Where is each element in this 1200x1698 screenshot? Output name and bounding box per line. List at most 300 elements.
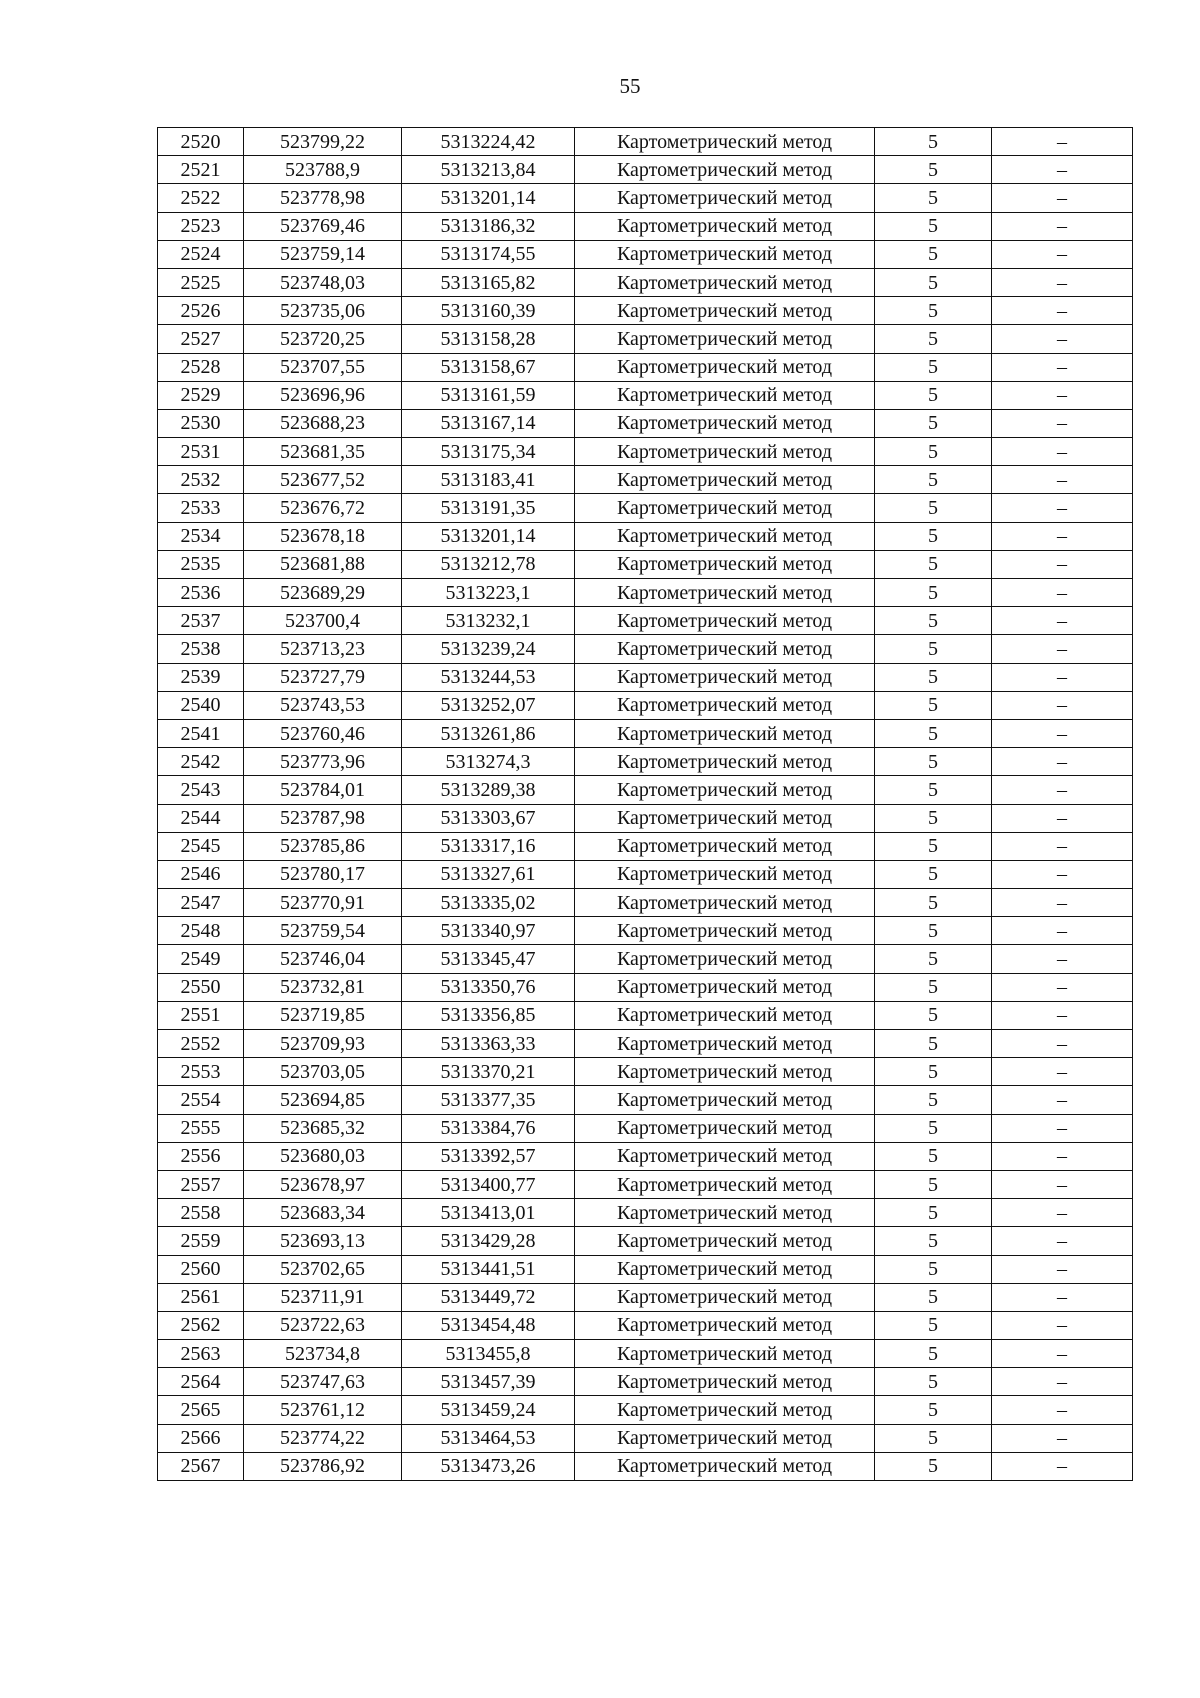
- x-coordinate-cell: 523774,22: [244, 1424, 402, 1452]
- y-coordinate-cell: 5313429,28: [402, 1227, 575, 1255]
- table-row: [158, 381, 1133, 409]
- method-cell: Картометрический метод: [575, 889, 875, 917]
- accuracy-cell: 5: [875, 466, 992, 494]
- table-row: [158, 1452, 1133, 1480]
- point-number-cell: 2529: [158, 381, 244, 409]
- page-number: 55: [619, 74, 641, 98]
- accuracy-cell: 5: [875, 128, 992, 156]
- table-row: [158, 1086, 1133, 1114]
- y-coordinate-cell: 5313317,16: [402, 832, 575, 860]
- point-number-cell: 2527: [158, 325, 244, 353]
- table-row: [158, 1001, 1133, 1029]
- accuracy-cell: 5: [875, 691, 992, 719]
- method-cell: Картометрический метод: [575, 1114, 875, 1142]
- point-number-cell: 2530: [158, 409, 244, 437]
- point-number-cell: 2558: [158, 1199, 244, 1227]
- accuracy-cell: 5: [875, 860, 992, 888]
- description-cell: –: [992, 663, 1133, 691]
- table-row: [158, 522, 1133, 550]
- description-cell: –: [992, 1452, 1133, 1480]
- y-coordinate-cell: 5313377,35: [402, 1086, 575, 1114]
- point-number-cell: 2546: [158, 860, 244, 888]
- method-cell: Картометрический метод: [575, 1452, 875, 1480]
- accuracy-cell: 5: [875, 212, 992, 240]
- y-coordinate-cell: 5313464,53: [402, 1424, 575, 1452]
- y-coordinate-cell: 5313363,33: [402, 1030, 575, 1058]
- description-cell: –: [992, 1368, 1133, 1396]
- accuracy-cell: 5: [875, 945, 992, 973]
- point-number-cell: 2533: [158, 494, 244, 522]
- point-number-cell: 2531: [158, 438, 244, 466]
- x-coordinate-cell: 523719,85: [244, 1001, 402, 1029]
- method-cell: Картометрический метод: [575, 128, 875, 156]
- table-row: [158, 494, 1133, 522]
- method-cell: Картометрический метод: [575, 860, 875, 888]
- x-coordinate-cell: 523761,12: [244, 1396, 402, 1424]
- description-cell: –: [992, 1114, 1133, 1142]
- description-cell: –: [992, 1170, 1133, 1198]
- y-coordinate-cell: 5313161,59: [402, 381, 575, 409]
- y-coordinate-cell: 5313191,35: [402, 494, 575, 522]
- description-cell: –: [992, 973, 1133, 1001]
- y-coordinate-cell: 5313167,14: [402, 409, 575, 437]
- description-cell: –: [992, 635, 1133, 663]
- accuracy-cell: 5: [875, 1114, 992, 1142]
- table-row: [158, 1283, 1133, 1311]
- point-number-cell: 2565: [158, 1396, 244, 1424]
- point-number-cell: 2566: [158, 1424, 244, 1452]
- method-cell: Картометрический метод: [575, 409, 875, 437]
- table-row: [158, 1170, 1133, 1198]
- y-coordinate-cell: 5313289,38: [402, 776, 575, 804]
- description-cell: –: [992, 607, 1133, 635]
- x-coordinate-cell: 523786,92: [244, 1452, 402, 1480]
- point-number-cell: 2532: [158, 466, 244, 494]
- method-cell: Картометрический метод: [575, 1058, 875, 1086]
- method-cell: Картометрический метод: [575, 1368, 875, 1396]
- x-coordinate-cell: 523678,18: [244, 522, 402, 550]
- description-cell: –: [992, 945, 1133, 973]
- accuracy-cell: 5: [875, 663, 992, 691]
- y-coordinate-cell: 5313183,41: [402, 466, 575, 494]
- method-cell: Картометрический метод: [575, 719, 875, 747]
- table-row: [158, 466, 1133, 494]
- accuracy-cell: 5: [875, 1255, 992, 1283]
- method-cell: Картометрический метод: [575, 184, 875, 212]
- table-row: [158, 1396, 1133, 1424]
- method-cell: Картометрический метод: [575, 1086, 875, 1114]
- accuracy-cell: 5: [875, 325, 992, 353]
- method-cell: Картометрический метод: [575, 550, 875, 578]
- method-cell: Картометрический метод: [575, 917, 875, 945]
- method-cell: Картометрический метод: [575, 635, 875, 663]
- description-cell: –: [992, 1227, 1133, 1255]
- point-number-cell: 2549: [158, 945, 244, 973]
- accuracy-cell: 5: [875, 1283, 992, 1311]
- y-coordinate-cell: 5313441,51: [402, 1255, 575, 1283]
- x-coordinate-cell: 523778,98: [244, 184, 402, 212]
- point-number-cell: 2539: [158, 663, 244, 691]
- point-number-cell: 2538: [158, 635, 244, 663]
- accuracy-cell: 5: [875, 973, 992, 1001]
- table-row: [158, 917, 1133, 945]
- method-cell: Картометрический метод: [575, 1001, 875, 1029]
- table-row: [158, 1030, 1133, 1058]
- description-cell: –: [992, 1311, 1133, 1339]
- description-cell: –: [992, 409, 1133, 437]
- y-coordinate-cell: 5313239,24: [402, 635, 575, 663]
- table-row: [158, 1311, 1133, 1339]
- y-coordinate-cell: 5313261,86: [402, 719, 575, 747]
- accuracy-cell: 5: [875, 1368, 992, 1396]
- y-coordinate-cell: 5313158,67: [402, 353, 575, 381]
- point-number-cell: 2522: [158, 184, 244, 212]
- x-coordinate-cell: 523711,91: [244, 1283, 402, 1311]
- y-coordinate-cell: 5313223,1: [402, 579, 575, 607]
- method-cell: Картометрический метод: [575, 1340, 875, 1368]
- accuracy-cell: 5: [875, 1142, 992, 1170]
- accuracy-cell: 5: [875, 719, 992, 747]
- method-cell: Картометрический метод: [575, 297, 875, 325]
- table-row: [158, 804, 1133, 832]
- point-number-cell: 2534: [158, 522, 244, 550]
- table-row: [158, 1340, 1133, 1368]
- table-row: [158, 1142, 1133, 1170]
- table-row: [158, 128, 1133, 156]
- method-cell: Картометрический метод: [575, 438, 875, 466]
- y-coordinate-cell: 5313232,1: [402, 607, 575, 635]
- y-coordinate-cell: 5313392,57: [402, 1142, 575, 1170]
- x-coordinate-cell: 523748,03: [244, 268, 402, 296]
- point-number-cell: 2548: [158, 917, 244, 945]
- accuracy-cell: 5: [875, 297, 992, 325]
- description-cell: –: [992, 691, 1133, 719]
- point-number-cell: 2520: [158, 128, 244, 156]
- point-number-cell: 2528: [158, 353, 244, 381]
- description-cell: –: [992, 889, 1133, 917]
- y-coordinate-cell: 5313201,14: [402, 184, 575, 212]
- table-row: [158, 1255, 1133, 1283]
- method-cell: Картометрический метод: [575, 832, 875, 860]
- x-coordinate-cell: 523709,93: [244, 1030, 402, 1058]
- y-coordinate-cell: 5313174,55: [402, 240, 575, 268]
- method-cell: Картометрический метод: [575, 156, 875, 184]
- table-row: [158, 156, 1133, 184]
- x-coordinate-cell: 523759,54: [244, 917, 402, 945]
- method-cell: Картометрический метод: [575, 353, 875, 381]
- y-coordinate-cell: 5313370,21: [402, 1058, 575, 1086]
- y-coordinate-cell: 5313454,48: [402, 1311, 575, 1339]
- description-cell: –: [992, 776, 1133, 804]
- y-coordinate-cell: 5313356,85: [402, 1001, 575, 1029]
- description-cell: –: [992, 522, 1133, 550]
- point-number-cell: 2555: [158, 1114, 244, 1142]
- x-coordinate-cell: 523799,22: [244, 128, 402, 156]
- point-number-cell: 2537: [158, 607, 244, 635]
- description-cell: –: [992, 128, 1133, 156]
- x-coordinate-cell: 523759,14: [244, 240, 402, 268]
- point-number-cell: 2562: [158, 1311, 244, 1339]
- table-row: [158, 1199, 1133, 1227]
- point-number-cell: 2536: [158, 579, 244, 607]
- accuracy-cell: 5: [875, 1199, 992, 1227]
- y-coordinate-cell: 5313175,34: [402, 438, 575, 466]
- x-coordinate-cell: 523747,63: [244, 1368, 402, 1396]
- description-cell: –: [992, 297, 1133, 325]
- point-number-cell: 2553: [158, 1058, 244, 1086]
- accuracy-cell: 5: [875, 550, 992, 578]
- point-number-cell: 2543: [158, 776, 244, 804]
- table-row: [158, 860, 1133, 888]
- y-coordinate-cell: 5313274,3: [402, 748, 575, 776]
- point-number-cell: 2561: [158, 1283, 244, 1311]
- table-row: [158, 409, 1133, 437]
- description-cell: –: [992, 353, 1133, 381]
- description-cell: –: [992, 550, 1133, 578]
- method-cell: Картометрический метод: [575, 1311, 875, 1339]
- x-coordinate-cell: 523693,13: [244, 1227, 402, 1255]
- x-coordinate-cell: 523760,46: [244, 719, 402, 747]
- accuracy-cell: 5: [875, 522, 992, 550]
- method-cell: Картометрический метод: [575, 973, 875, 1001]
- x-coordinate-cell: 523769,46: [244, 212, 402, 240]
- point-number-cell: 2540: [158, 691, 244, 719]
- x-coordinate-cell: 523734,8: [244, 1340, 402, 1368]
- description-cell: –: [992, 381, 1133, 409]
- x-coordinate-cell: 523685,32: [244, 1114, 402, 1142]
- method-cell: Картометрический метод: [575, 466, 875, 494]
- x-coordinate-cell: 523689,29: [244, 579, 402, 607]
- x-coordinate-cell: 523702,65: [244, 1255, 402, 1283]
- y-coordinate-cell: 5313186,32: [402, 212, 575, 240]
- point-number-cell: 2547: [158, 889, 244, 917]
- accuracy-cell: 5: [875, 1001, 992, 1029]
- point-number-cell: 2556: [158, 1142, 244, 1170]
- x-coordinate-cell: 523746,04: [244, 945, 402, 973]
- description-cell: –: [992, 1142, 1133, 1170]
- table-row: [158, 1227, 1133, 1255]
- x-coordinate-cell: 523688,23: [244, 409, 402, 437]
- method-cell: Картометрический метод: [575, 579, 875, 607]
- description-cell: –: [992, 917, 1133, 945]
- y-coordinate-cell: 5313350,76: [402, 973, 575, 1001]
- y-coordinate-cell: 5313345,47: [402, 945, 575, 973]
- accuracy-cell: 5: [875, 607, 992, 635]
- accuracy-cell: 5: [875, 832, 992, 860]
- x-coordinate-cell: 523787,98: [244, 804, 402, 832]
- description-cell: –: [992, 719, 1133, 747]
- description-cell: –: [992, 860, 1133, 888]
- accuracy-cell: 5: [875, 889, 992, 917]
- description-cell: –: [992, 748, 1133, 776]
- method-cell: Картометрический метод: [575, 240, 875, 268]
- point-number-cell: 2560: [158, 1255, 244, 1283]
- description-cell: –: [992, 1086, 1133, 1114]
- y-coordinate-cell: 5313384,76: [402, 1114, 575, 1142]
- table-row: [158, 719, 1133, 747]
- table-row: [158, 438, 1133, 466]
- accuracy-cell: 5: [875, 1058, 992, 1086]
- method-cell: Картометрический метод: [575, 1396, 875, 1424]
- y-coordinate-cell: 5313252,07: [402, 691, 575, 719]
- accuracy-cell: 5: [875, 494, 992, 522]
- description-cell: –: [992, 240, 1133, 268]
- method-cell: Картометрический метод: [575, 1424, 875, 1452]
- description-cell: –: [992, 1283, 1133, 1311]
- accuracy-cell: 5: [875, 1227, 992, 1255]
- y-coordinate-cell: 5313473,26: [402, 1452, 575, 1480]
- table-row: [158, 325, 1133, 353]
- description-cell: –: [992, 438, 1133, 466]
- x-coordinate-cell: 523683,34: [244, 1199, 402, 1227]
- x-coordinate-cell: 523720,25: [244, 325, 402, 353]
- y-coordinate-cell: 5313327,61: [402, 860, 575, 888]
- description-cell: –: [992, 1424, 1133, 1452]
- method-cell: Картометрический метод: [575, 1255, 875, 1283]
- y-coordinate-cell: 5313455,8: [402, 1340, 575, 1368]
- method-cell: Картометрический метод: [575, 522, 875, 550]
- table-row: [158, 268, 1133, 296]
- x-coordinate-cell: 523696,96: [244, 381, 402, 409]
- description-cell: –: [992, 156, 1133, 184]
- point-number-cell: 2545: [158, 832, 244, 860]
- table-row: [158, 297, 1133, 325]
- point-number-cell: 2521: [158, 156, 244, 184]
- accuracy-cell: 5: [875, 353, 992, 381]
- description-cell: –: [992, 325, 1133, 353]
- x-coordinate-cell: 523788,9: [244, 156, 402, 184]
- table-row: [158, 607, 1133, 635]
- y-coordinate-cell: 5313201,14: [402, 522, 575, 550]
- description-cell: –: [992, 1396, 1133, 1424]
- description-cell: –: [992, 494, 1133, 522]
- table-row: [158, 353, 1133, 381]
- x-coordinate-cell: 523680,03: [244, 1142, 402, 1170]
- accuracy-cell: 5: [875, 1311, 992, 1339]
- table-row: [158, 945, 1133, 973]
- description-cell: –: [992, 1199, 1133, 1227]
- y-coordinate-cell: 5313335,02: [402, 889, 575, 917]
- y-coordinate-cell: 5313165,82: [402, 268, 575, 296]
- x-coordinate-cell: 523784,01: [244, 776, 402, 804]
- accuracy-cell: 5: [875, 156, 992, 184]
- x-coordinate-cell: 523713,23: [244, 635, 402, 663]
- accuracy-cell: 5: [875, 1086, 992, 1114]
- method-cell: Картометрический метод: [575, 776, 875, 804]
- accuracy-cell: 5: [875, 1170, 992, 1198]
- description-cell: –: [992, 184, 1133, 212]
- table-row: [158, 1114, 1133, 1142]
- y-coordinate-cell: 5313340,97: [402, 917, 575, 945]
- y-coordinate-cell: 5313212,78: [402, 550, 575, 578]
- x-coordinate-cell: 523732,81: [244, 973, 402, 1001]
- point-number-cell: 2557: [158, 1170, 244, 1198]
- table-row: [158, 1058, 1133, 1086]
- y-coordinate-cell: 5313160,39: [402, 297, 575, 325]
- description-cell: –: [992, 832, 1133, 860]
- description-cell: –: [992, 212, 1133, 240]
- accuracy-cell: 5: [875, 1424, 992, 1452]
- table-row: [158, 832, 1133, 860]
- accuracy-cell: 5: [875, 1340, 992, 1368]
- point-number-cell: 2567: [158, 1452, 244, 1480]
- x-coordinate-cell: 523694,85: [244, 1086, 402, 1114]
- x-coordinate-cell: 523722,63: [244, 1311, 402, 1339]
- x-coordinate-cell: 523703,05: [244, 1058, 402, 1086]
- description-cell: –: [992, 804, 1133, 832]
- description-cell: –: [992, 466, 1133, 494]
- accuracy-cell: 5: [875, 1452, 992, 1480]
- method-cell: Картометрический метод: [575, 325, 875, 353]
- table-row: [158, 579, 1133, 607]
- y-coordinate-cell: 5313400,77: [402, 1170, 575, 1198]
- point-number-cell: 2554: [158, 1086, 244, 1114]
- accuracy-cell: 5: [875, 776, 992, 804]
- point-number-cell: 2552: [158, 1030, 244, 1058]
- point-number-cell: 2524: [158, 240, 244, 268]
- accuracy-cell: 5: [875, 438, 992, 466]
- description-cell: –: [992, 1001, 1133, 1029]
- accuracy-cell: 5: [875, 635, 992, 663]
- description-cell: –: [992, 268, 1133, 296]
- table-row: [158, 184, 1133, 212]
- accuracy-cell: 5: [875, 748, 992, 776]
- accuracy-cell: 5: [875, 409, 992, 437]
- point-number-cell: 2550: [158, 973, 244, 1001]
- table-row: [158, 240, 1133, 268]
- method-cell: Картометрический метод: [575, 381, 875, 409]
- point-number-cell: 2535: [158, 550, 244, 578]
- x-coordinate-cell: 523681,88: [244, 550, 402, 578]
- table-row: [158, 550, 1133, 578]
- accuracy-cell: 5: [875, 240, 992, 268]
- method-cell: Картометрический метод: [575, 804, 875, 832]
- table-row: [158, 973, 1133, 1001]
- y-coordinate-cell: 5313457,39: [402, 1368, 575, 1396]
- coordinates-table-body: [158, 128, 1133, 1481]
- y-coordinate-cell: 5313224,42: [402, 128, 575, 156]
- method-cell: Картометрический метод: [575, 1142, 875, 1170]
- point-number-cell: 2564: [158, 1368, 244, 1396]
- accuracy-cell: 5: [875, 184, 992, 212]
- method-cell: Картометрический метод: [575, 1227, 875, 1255]
- method-cell: Картометрический метод: [575, 268, 875, 296]
- x-coordinate-cell: 523780,17: [244, 860, 402, 888]
- description-cell: –: [992, 1255, 1133, 1283]
- accuracy-cell: 5: [875, 381, 992, 409]
- accuracy-cell: 5: [875, 268, 992, 296]
- point-number-cell: 2526: [158, 297, 244, 325]
- accuracy-cell: 5: [875, 804, 992, 832]
- y-coordinate-cell: 5313158,28: [402, 325, 575, 353]
- y-coordinate-cell: 5313213,84: [402, 156, 575, 184]
- method-cell: Картометрический метод: [575, 663, 875, 691]
- table-row: [158, 663, 1133, 691]
- method-cell: Картометрический метод: [575, 212, 875, 240]
- method-cell: Картометрический метод: [575, 691, 875, 719]
- x-coordinate-cell: 523707,55: [244, 353, 402, 381]
- point-number-cell: 2523: [158, 212, 244, 240]
- method-cell: Картометрический метод: [575, 607, 875, 635]
- method-cell: Картометрический метод: [575, 1199, 875, 1227]
- description-cell: –: [992, 1340, 1133, 1368]
- table-row: [158, 889, 1133, 917]
- y-coordinate-cell: 5313459,24: [402, 1396, 575, 1424]
- x-coordinate-cell: 523677,52: [244, 466, 402, 494]
- point-number-cell: 2544: [158, 804, 244, 832]
- description-cell: –: [992, 1030, 1133, 1058]
- point-number-cell: 2525: [158, 268, 244, 296]
